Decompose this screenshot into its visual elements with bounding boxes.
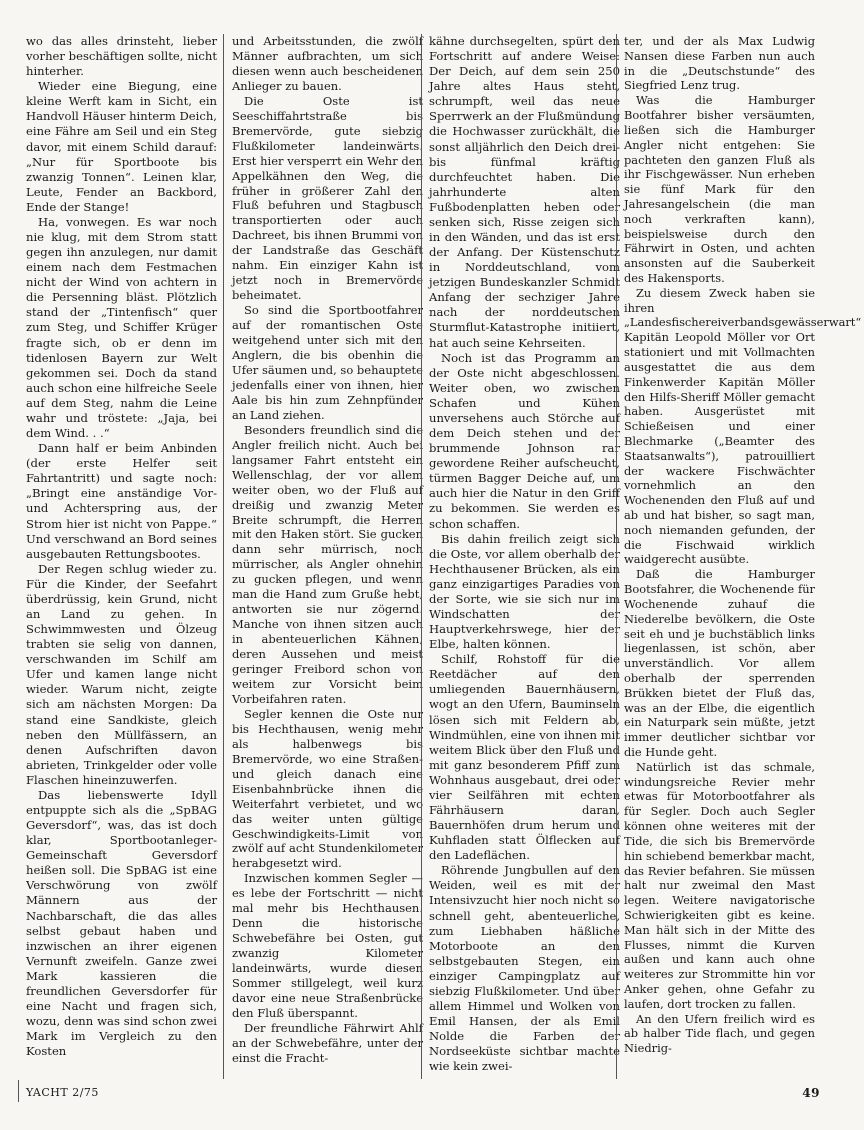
paragraph: Die Oste ist Seeschiffahrtstraße bis Bremervörde, gute siebzig Flußkilometer landeinwärts. Erst hier versperrt ein Wehr den Appelkähnen den Weg, die früher in größerer Zahl den Fluß befuhren und Stagbusch transportierten oder auch Dachreet, bis ihnen Brummi von der Landstraße das Geschäft nahm. Ein einziger Kahn ist jetzt noch in Bremervörde beheimatet. — [232, 93, 423, 303]
paragraph: Ha, vonwegen. Es war noch nie klug, mit dem Strom statt gegen ihn anzulegen, nur damit einem nach dem Festmachen nicht der Wind von achtern in die Persenning bläst. Plötzlich stand der „Tintenfisch“ quer zum Steg, und Schiffer Krüger fragte sich, ob er denn im tidenlosen Bayern zur Welt gekommen sei. Doch da stand auch schon eine hilfreiche Seele auf dem Steg, nahm die Leine wahr und tröstete: „Jaja, bei dem Wind. . .“ — [26, 214, 217, 441]
paragraph: Daß die Hamburger Bootsfahrer, die Wochenende für Wochenende zuhauf die Niederelbe bevölkern, die Oste seit eh und je buchstäblich links liegenlassen, ist schön, aber unverständlich. Vor allem oberhalb der sperrenden Brükken bietet der Fluß das, was an der Elbe, die eigentlich ein Naturpark sein müßte, jetzt immer deutlicher sichtbar vor die Hunde geht. — [624, 567, 815, 759]
paragraph: Röhrende Jungbullen auf den Weiden, weil es mit der Intensivzucht hier noch nicht so schnell geht, abenteuerliche, zum Liebhaben häßliche Motorboote an den selbstgebauten Stegen, ein einziger Campingplatz auf siebzig Flußkilometer. Und über allem Himmel und Wolken von Emil Hansen, der als Emil Nolde die Farben der Nordseeküste sichtbar machte wie kein zwei- — [429, 863, 620, 1074]
paragraph: Inzwischen kommen Segler — es lebe der Fortschritt — nicht mal mehr bis Hechthausen. Denn die historische Schwebefähre bei Osten, gut zwanzig Kilometer landeinwärts, wurde diesen Sommer stillgelegt, weil kurz davor eine neue Straßenbrücke den Fluß überspannt. — [232, 871, 423, 1020]
paragraph: ter, und der als Max Ludwig Nansen diese Farben nun auch in die „Deutschstunde“ des Siegfried Lenz trug. — [624, 34, 815, 93]
paragraph: So sind die Sportbootfahrer auf der romantischen Oste weitgehend unter sich mit den Anglern, die bis obenhin die Ufer säumen und, so behauptete jedenfalls einer von ihnen, hier Aale bis hin zum Zehnpfünder an Land ziehen. — [232, 303, 423, 422]
paragraph: Natürlich ist das schmale, windungsreiche Revier mehr etwas für Motorbootfahrer als für Segler. Doch auch Segler können ohne weiteres mit der Tide, die sich bis Bremervörde hin schiebend bemerkbar macht, das Revier befahren. Sie müssen halt nur zweimal den Mast legen. Weitere navigatorische Schwierigkeiten gibt es keine. Man hält sich in der Mitte des Flusses, nimmt die Kurven außen und kann auch ohne weiteres zur Strommitte hin vor Anker gehen, ohne Gefahr zu laufen, dort trocken zu fallen. — [624, 759, 815, 1011]
page-number: 49 — [802, 1086, 820, 1100]
paragraph: Bis dahin freilich zeigt sich die Oste, vor allem oberhalb der Hechthausener Brücken, als ein ganz einzigartiges Paradies von der Sorte, wie sie sich nur im Windschatten der Hauptverkehrswege, hier der Elbe, halten können. — [429, 531, 620, 652]
paragraph: Zu diesem Zweck haben sie ihren „Landesfischereiverbandsgewässerwart“ Kapitän Leopold Möller vor Ort stationiert und mit Vollmachten ausgestattet die aus dem Finkenwerder Kapitän Möller den Hilfs-Sheriff Möller gemacht haben. Ausgerüstet mit Schießeisen und einer Blechmarke („Beamter des Staatsanwalts“), patrouilliert der wackere Fischwächter vornehmlich an den Wochenenden den Fluß auf und ab und hat bisher, so sagt man, noch niemanden gefunden, der die Fischwaid wirklich waidgerecht ausübte. — [624, 285, 862, 567]
paragraph: und Arbeitsstunden, die zwölf Männer aufbrachten, um sich diesen wenn auch bescheidenen Anlieger zu bauen. — [232, 34, 423, 93]
paragraph: kähne durchsegelten, spürt den Fortschritt auf andere Weise: Der Deich, auf dem sein 250 Jahre altes Haus steht, schrumpft, weil das neue Sperrwerk an der Flußmündung die Hochwasser zurückhält, die sonst alljährlich den Deich drei- bis fünfmal kräftig durchfeuchtet haben. Die jahrhunderte alten Fußbodenplatten heben oder senken sich, Risse zeigen sich in den Wänden, und das ist erst der Anfang. Der Küstenschutz in Norddeutschland, vom jetzigen Bundeskanzler Schmidt Anfang der sechziger Jahre nach der norddeutschen Sturmflut-Katastrophe initiiert, hat auch seine Kehrseiten. — [429, 34, 620, 350]
paragraph: Schilf, Rohstoff für die Reetdächer auf den umliegenden Bauernhäusern, wogt an den Ufern, Bauminseln lösen sich mit Feldern ab, Windmühlen, eine von ihnen mit weitem Blick über den Fluß und mit ganz besonderem Pfiff zum Wohnhaus ausgebaut, drei oder vier Seilfähren mit echten Fährhäusern daran, Bauernhöfen drum herum und Kuhfladen statt Ölflecken auf den Ladeflächen. — [429, 652, 620, 863]
paragraph: Segler kennen die Oste nur bis Hechthausen, wenig mehr als halbenwegs bis Bremervörde, wo eine Straßen- und gleich danach eine Eisenbahnbrücke ihnen die Weiterfahrt verbietet, und wo das weiter unten gültige Geschwindigkeits-Limit von zwölf auf acht Stundenkilometer herabgesetzt wird. — [232, 706, 423, 871]
column-divider — [421, 34, 422, 1079]
column-divider — [616, 34, 617, 1079]
paragraph: Das liebenswerte Idyll entpuppte sich als die „SpBAG Geversdorf“, was, das ist doch klar, Sportbootanleger-Gemeinschaft Geversdorf heißen soll. Die SpBAG ist eine Verschwörung von zwölf Männern aus der Nachbarschaft, die das alles selbst gebaut haben und inzwischen an ihrer eigenen Vernunft zweifeln. Ganze zwei Mark kassieren die freundlichen Geversdorfer für eine Nacht und fragen sich, wozu, denn was sind schon zwei Mark im Vergleich zu den Kosten — [26, 787, 217, 1059]
paragraph: Was die Hamburger Bootfahrer bisher versäumten, ließen sich die Hamburger Angler nicht entgehen: Sie pachteten den ganzen Fluß als ihr Fischgewässer. Nun erheben sie fünf Mark für den Jahresangelschein (die man noch verkraften kann), beispielsweise durch den Fährwirt in Osten, und achten ansonsten auf die Sauberkeit des Hakensports. — [624, 93, 815, 285]
paragraph: Besonders freundlich sind die Angler freilich nicht. Auch bei langsamer Fahrt entsteht ein Wellenschlag, der vor allem weiter oben, wo der Fluß auf dreißig und zwanzig Meter Breite schrumpft, die Herren mit den Haken stört. Sie gucken dann sehr mürrisch, noch mürrischer, als Angler ohnehin zu gucken pflegen, und wenn man die Hand zum Gruße hebt, antworten sie nur zögernd. Manche von ihnen sitzen auch in abenteuerlichen Kähnen, deren Aussehen und meist geringer Freibord schon von weitem zur Vorsicht beim Vorbeifahren raten. — [232, 422, 423, 706]
footer-mark — [18, 1080, 19, 1102]
paragraph: Dann half er beim Anbinden (der erste Helfer seit Fahrtantritt) und sagte noch: „Bringt eine anständige Vor- und Achterspring aus, der Strom hier ist nicht von Pappe.“ Und verschwand an Bord seines ausgebauten Rettungsbootes. — [26, 441, 217, 561]
paragraph: An den Ufern freilich wird es ab halber Tide flach, und gegen Niedrig- — [624, 1011, 815, 1056]
paragraph: Wieder eine Biegung, eine kleine Werft kam in Sicht, ein Handvoll Häuser hinterm Deich, eine Fähre am Seil und ein Steg davor, mit einem Schild darauf: „Nur für Sportboote bis zwanzig Tonnen“. Leinen klar, Leute, Fender an Backbord, Ende der Stange! — [26, 79, 217, 214]
text-column-4 — [624, 34, 862, 1056]
magazine-issue: YACHT 2/75 — [26, 1086, 99, 1099]
paragraph: Der Regen schlug wieder zu. Für die Kinder, der Seefahrt überdrüssig, kein Grund, nicht an Land zu gehen. In Schwimmwesten und Ölzeug trabten sie selig von dannen, verschwanden im Schilf am Ufer und kamen lange nicht wieder. Warum nicht, zeigte sich am nächsten Morgen: Da stand eine Sandkiste, gleich neben den Müllfässern, an denen Aufschriften davon abrieten, Trinkgelder oder volle Flaschen hineinzuwerfen. — [26, 561, 217, 787]
paragraph: Noch ist das Programm an der Oste nicht abgeschlossen. Weiter oben, wo zwischen Schafen und Kühen unversehens auch Störche auf dem Deich stehen und der brummende Johnson rar gewordene Reiher aufscheucht, türmen Bagger Deiche auf, um auch hier die Natur in den Griff zu bekommen. Sie werden es schon schaffen. — [429, 350, 620, 531]
column-divider — [223, 34, 224, 1079]
paragraph: wo das alles drinsteht, lieber vorher beschäftigen sollte, nicht hinterher. — [26, 34, 217, 79]
text-column-2 — [232, 34, 423, 1066]
text-column-3 — [429, 34, 620, 1074]
text-column-1 — [26, 34, 217, 1059]
paragraph: Der freundliche Fährwirt Ahlf an der Schwebefähre, unter der einst die Fracht- — [232, 1020, 423, 1065]
